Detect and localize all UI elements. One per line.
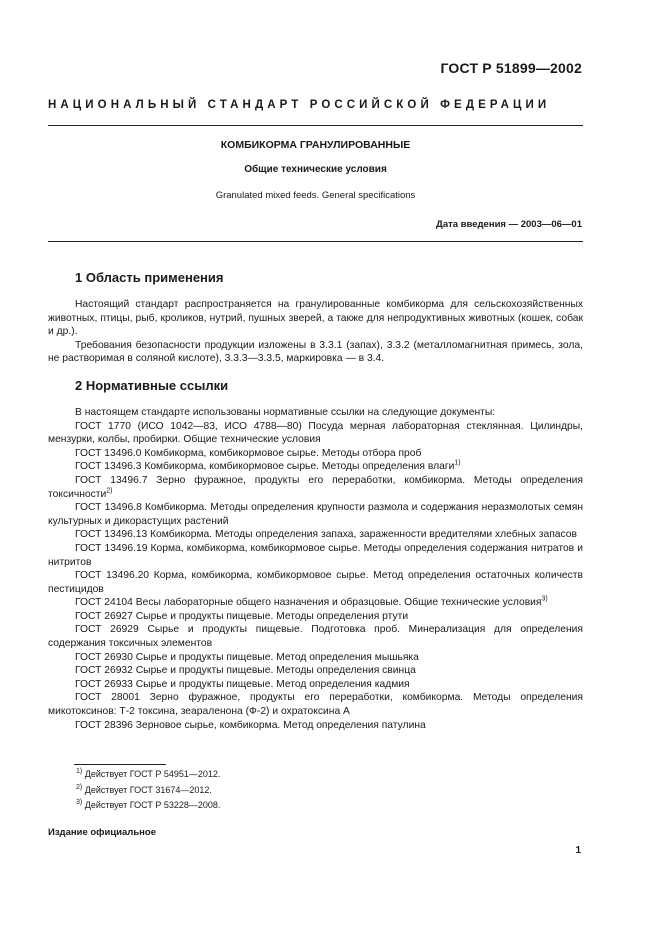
reference-item: ГОСТ 26933 Сырье и продукты пищевые. Метод определения кадмия <box>75 678 410 690</box>
reference-item: ГОСТ 26932 Сырье и продукты пищевые. Методы определения свинца <box>75 665 416 677</box>
footnote-marker: 2) <box>106 487 113 495</box>
footnote-mark: 3) <box>76 799 83 807</box>
document-subtitle: Общие технические условия <box>244 164 387 175</box>
footnote-text: Действует ГОСТ Р 53228—2008. <box>82 800 221 811</box>
reference-item: ГОСТ 13496.20 Корма, комбикорма, комбикормовое сырье. Метод определения остаточных количеств пестицидов <box>48 570 583 595</box>
section-2-intro: В настоящем стандарте использованы нормативные ссылки на следующие документы: <box>75 406 496 418</box>
introduction-date: Дата введения — 2003—06—01 <box>436 219 582 230</box>
document-title: КОМБИКОРМА ГРАНУЛИРОВАННЫЕ <box>220 139 411 151</box>
footnotes <box>74 767 534 814</box>
footnote-mark: 1) <box>76 768 83 775</box>
footnote-item <box>74 783 534 799</box>
reference-item: ГОСТ 24104 Весы лабораторные общего назначения и образцовые. Общие технические условия$^{3)}$ <box>75 595 548 609</box>
footnote-marker: 1) <box>454 459 461 467</box>
national-standard-title: НАЦИОНАЛЬНЫЙ СТАНДАРТ РОССИЙСКОЙ ФЕДЕРАЦИИ <box>48 99 551 111</box>
gost-number: ГОСТ Р 51899—2002 <box>440 60 582 76</box>
section-1-heading: 1 Область применения <box>75 270 224 285</box>
footnote-item <box>74 767 534 783</box>
footnote-item <box>74 798 534 814</box>
reference-item: ГОСТ 1770 (ИСО 1042—83, ИСО 4788—80) Посуда мерная лабораторная стеклянная. Цилиндры, мензурки, колбы, пробирки. Общие технические условия <box>48 420 583 446</box>
section-1-paragraph-2: Требования безопасности продукции изложены в 3.3.1 (запах), 3.3.2 (металломагнитная примесь, зола, не растворимая в соляной кислоте), 3.3.3—3.3.5, маркировка — в 3.4. <box>48 339 583 365</box>
reference-item: ГОСТ 13496.8 Комбикорма. Методы определения крупности размола и содержания неразмолотых семян культурных и дикорастущих растений <box>48 502 583 527</box>
reference-item: ГОСТ 13496.19 Корма, комбикорма, комбикормовое сырье. Методы определения содержания нитратов и нитритов <box>48 542 583 568</box>
footnote-marker: 3) <box>541 595 548 603</box>
footnote-mark: 2) <box>76 783 83 791</box>
page-number: 1 <box>575 845 581 856</box>
footnote-divider <box>74 764 166 765</box>
reference-item: ГОСТ 28396 Зерновое сырье, комбикорма. Метод определения патулина <box>75 719 426 731</box>
edition-label: Издание официальное <box>48 827 156 838</box>
section-2-heading: 2 Нормативные ссылки <box>75 377 229 393</box>
footnote-text: Действует ГОСТ 31674—2012. <box>82 784 212 795</box>
reference-item: ГОСТ 26927 Сырье и продукты пищевые. Методы определения ртути <box>75 610 409 622</box>
reference-item: ГОСТ 13496.3 Комбикорма, комбикормовое сырье. Методы определения влаги$^{1)}$ <box>75 459 461 473</box>
reference-item: ГОСТ 26930 Сырье и продукты пищевые. Метод определения мышьяка <box>75 651 419 663</box>
footnote-text: Действует ГОСТ Р 54951—2012. <box>82 769 221 779</box>
reference-item: ГОСТ 28001 Зерно фуражное, продукты его переработки, комбикорма. Методы определения микотоксинов: Т-2 токсина, зеараленона (Ф-2) и охратоксина А <box>48 692 583 718</box>
header-divider <box>48 241 583 242</box>
reference-item: ГОСТ 13496.7 Зерно фуражное, продукты его переработки, комбикорма. Методы определения токсичности$^{2)}$ <box>48 474 583 500</box>
reference-item: ГОСТ 26929 Сырье и продукты пищевые. Подготовка проб. Минерализация для определения содержания токсичных элементов <box>48 624 583 650</box>
reference-item: ГОСТ 13496.13 Комбикорма. Методы определения запаха, зараженности вредителями хлебных запасов <box>75 529 577 541</box>
reference-item: ГОСТ 13496.0 Комбикорма, комбикормовое сырье. Методы отбора проб <box>75 447 422 459</box>
main-content <box>48 270 583 732</box>
section-1-paragraph-1: Настоящий стандарт распространяется на гранулированные комбикорма для сельскохозяйственных животных, птицы, рыб, кроликов, нутрий, пушных зверей, а также для непродуктивных животных (кошек, собак и др.). <box>48 299 583 338</box>
document-title-english: Granulated mixed feeds. General specifications <box>215 190 416 201</box>
top-divider <box>48 125 583 126</box>
